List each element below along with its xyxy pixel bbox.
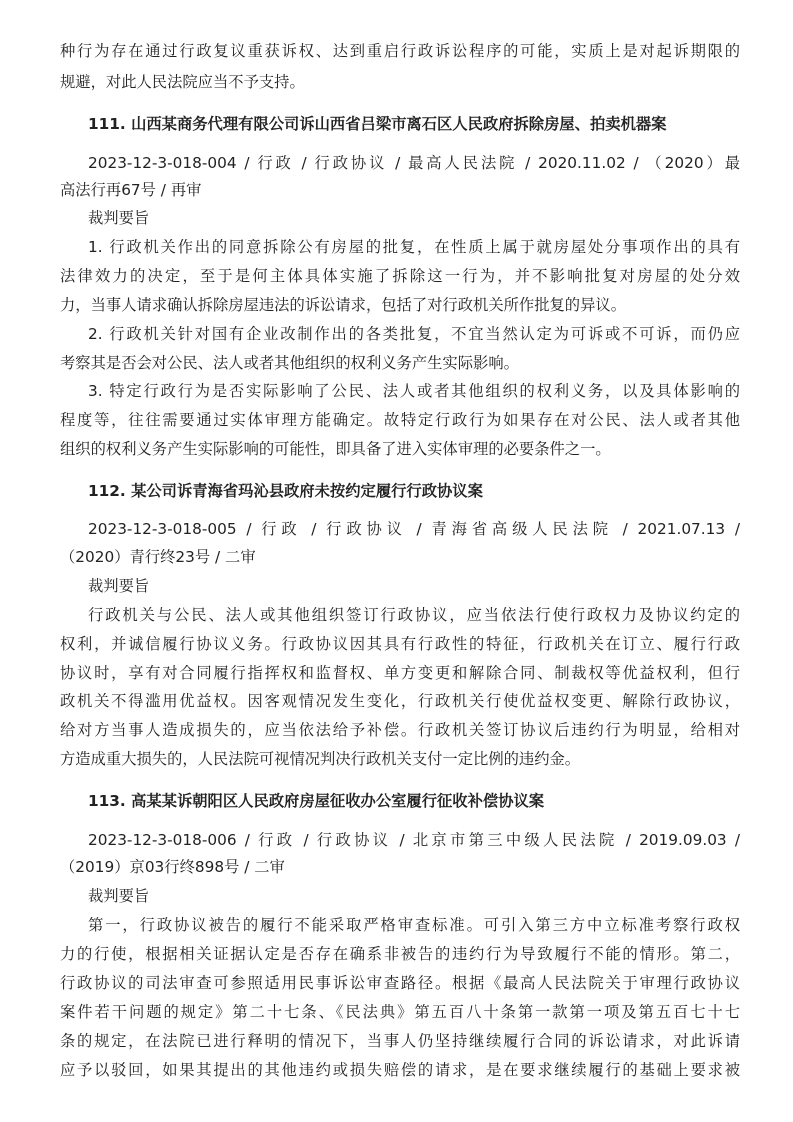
- body-text-line: 方造成重大损失的，人民法院可视情况判决行政机关支付一定比例的违约金。: [60, 750, 581, 768]
- body-text-line: 协议时，享有对合同履行指挥权和监督权、单方变更和解除合同、制裁权等优益权利，但行: [60, 664, 740, 682]
- case-meta-line: （2019）京03行终898号 / 二审: [60, 858, 285, 876]
- summary-label: 裁判要旨: [88, 209, 150, 227]
- body-text-line: 给对方当事人造成损失的，应当依法给予补偿。行政机关签订协议后违约行为明显，给相对: [60, 721, 740, 739]
- body-text-line: 力的行使，根据相关证据认定是否存在确系非被告的违约行为导致履行不能的情形。第二，: [60, 945, 740, 963]
- body-text-line: 政机关不得滥用优益权。因客观情况发生变化，行政机关行使优益权变更、解除行政协议，: [60, 692, 740, 710]
- body-text-line: 行政协议的司法审查可参照适用民事诉讼审查路径。根据《最高人民法院关于审理行政协议: [60, 974, 740, 992]
- case-meta-line: 2023-12-3-018-004 / 行政 / 行政协议 / 最高人民法院 / 2020.11.02 / （2020）最: [88, 154, 740, 172]
- body-text-line: 程度等，往往需要通过实体审理方能确定。故特定行政行为如果存在对公民、法人或者其他: [60, 411, 740, 429]
- body-text-line: 力，当事人请求确认拆除房屋违法的诉讼请求，包括了对行政机关所作批复的异议。: [60, 296, 626, 314]
- body-text-line: 应予以驳回，如果其提出的其他违约或损失赔偿的请求，是在要求继续履行的基础上要求被: [60, 1061, 740, 1079]
- case-heading-113: 113. 高某某诉朝阳区人民政府房屋征收办公室履行征收补偿协议案: [88, 792, 545, 810]
- body-text-line: 法律效力的决定，至于是何主体具体实施了拆除这一行为，并不影响批复对房屋的处分效: [60, 267, 740, 285]
- body-text-line: 案件若干问题的规定》第二十七条、《民法典》第五百八十条第一款第一项及第五百七十七: [60, 1003, 740, 1021]
- body-text-line: 行政机关与公民、法人或其他组织签订行政协议，应当依法行使行政权力及协议约定的: [88, 606, 740, 624]
- body-text-line: 1. 行政机关作出的同意拆除公有房屋的批复，在性质上属于就房屋处分事项作出的具有: [88, 238, 740, 256]
- case-heading-111: 111. 山西某商务代理有限公司诉山西省吕梁市离石区人民政府拆除房屋、拍卖机器案: [88, 115, 667, 133]
- case-heading-112: 112. 某公司诉青海省玛沁县政府未按约定履行行政协议案: [88, 482, 483, 500]
- body-text-line: 第一，行政协议被告的履行不能采取严格审查标准。可引入第三方中立标准考察行政权: [88, 916, 740, 934]
- summary-label: 裁判要旨: [88, 887, 150, 905]
- case-meta-line: （2020）青行终23号 / 二审: [60, 548, 256, 566]
- summary-label: 裁判要旨: [88, 577, 150, 595]
- case-meta-line: 高法行再67号 / 再审: [60, 181, 202, 199]
- body-text-line: 种行为存在通过行政复议重获诉权、达到重启行政诉讼程序的可能，实质上是对起诉期限的: [60, 42, 740, 60]
- body-text-line: 规避，对此人民法院应当不予支持。: [60, 73, 305, 91]
- case-meta-line: 2023-12-3-018-005 / 行政 / 行政协议 / 青海省高级人民法院 / 2021.07.13 /: [88, 520, 740, 538]
- body-text-line: 组织的权利义务产生实际影响的可能性，即具备了进入实体审理的必要条件之一。: [60, 440, 611, 458]
- body-text-line: 权利，并诚信履行协议义务。行政协议因其具有行政性的特征，行政机关在订立、履行行政: [60, 635, 740, 653]
- body-text-line: 3. 特定行政行为是否实际影响了公民、法人或者其他组织的权利义务，以及具体影响的: [88, 382, 740, 400]
- body-text-line: 条的规定，在法院已进行释明的情况下，当事人仍坚持继续履行合同的诉讼请求，对此诉请: [60, 1032, 740, 1050]
- body-text-line: 考察其是否会对公民、法人或者其他组织的权利义务产生实际影响。: [60, 354, 519, 372]
- case-meta-line: 2023-12-3-018-006 / 行政 / 行政协议 / 北京市第三中级人民法院 / 2019.09.03 /: [88, 831, 740, 849]
- body-text-line: 2. 行政机关针对国有企业改制作出的各类批复，不宜当然认定为可诉或不可诉，而仍应: [88, 325, 740, 343]
